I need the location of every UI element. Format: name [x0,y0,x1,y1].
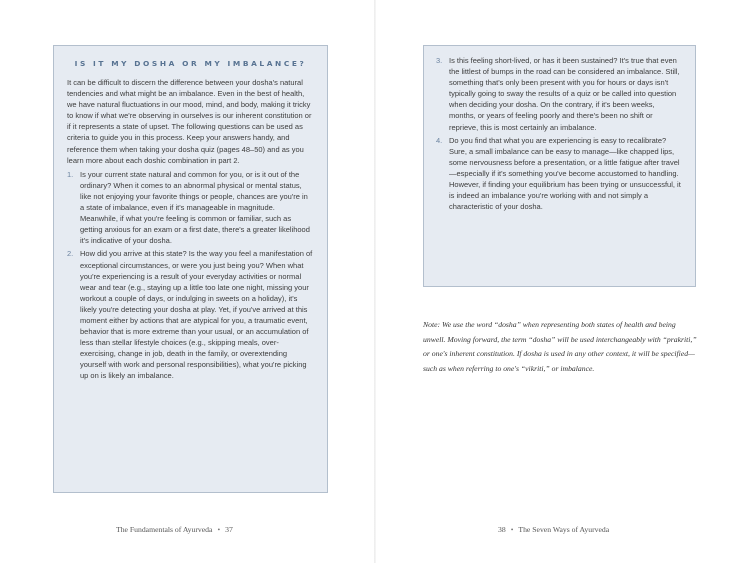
footer-separator: • [217,525,221,534]
question-text: Is your current state natural and common for you, or is it out of the ordinary? When it comes to an abnormal physical or mental status, like not enjoying your favorite things or people, chances are you're in a state of imbalance, even if it's manageable in magnitude. Meanwhile, if what you're feeling is common or familiar, such as getting anxious for an exam or a first date, there's a greater likelihood it's indicative of your dosha. [80,169,310,246]
sidebar-intro: It can be difficult to discern the difference between your dosha's natural tendencies and what might be an imbalance. Even in the best of health, we have natural fluctuations in our mood, mind, and body, making it tricky to know if what we're observing in ourselves is our inherent constitution or if it represents a state of upset. The following questions can be used as criteria to guide you in this process. Keep your answers handy, and reference them when taking your dosha quiz (pages 48–50) and as you learn more about each doshic combination in part 2. [67,78,312,165]
question-list-continued [436,55,683,212]
right-page-footer [498,525,609,534]
question-list [67,169,314,382]
page-number: 37 [225,525,233,534]
footer-section-title: The Seven Ways of Ayurveda [518,525,610,534]
question-item-3 [436,55,683,133]
dosha-imbalance-sidebar-continued [423,45,696,287]
dosha-imbalance-sidebar [53,45,328,493]
question-item-2 [67,248,314,381]
question-text: Do you find that what you are experiencing is easy to recalibrate? Sure, a small imbalance can be easy to manage—like chapped lips, some nervousness before a presentation, or a little fatigue after travel—especially if it's something you've become accustomed to handling. However, if finding your equilibrium has been trying or unsuccessful, it is indeed an imbalance you're working with and not simply a characteristic of your dosha. [449,135,681,212]
book-gutter [374,0,376,563]
question-number: 3. [436,56,443,65]
question-item-1 [67,169,314,247]
footer-separator: • [510,525,514,534]
question-number: 2. [67,249,74,259]
question-number: 1. [67,169,74,179]
question-item-4 [436,135,683,213]
sidebar-title: IS IT MY DOSHA OR MY IMBALANCE? [74,59,307,68]
dosha-terminology-note: Note: We use the word “dosha” when representing both states of health and being unwell. Moving forward, the term “dosha” will be used interchangeably with “prakriti,” or one's inherent constitution. If dosha is used in any other context, it will be specified—such as when referring to one's “vikriti,” or imbalance. [423,320,697,373]
footer-section-title: The Fundamentals of Ayurveda [116,525,213,534]
page-number: 38 [498,525,506,534]
question-text: Is this feeling short-lived, or has it been sustained? It's true that even the littlest of bumps in the road can be considered an imbalance. Still, something that's only been present with you for hours or days isn't typically going to sway the results of a quiz or be called into question when deciding your dosha. On the contrary, if it's been weeks, months, or years of feeling poorly and there's been no shift or reprieve, this is most certainly an imbalance. [449,56,680,132]
question-number: 4. [436,135,443,145]
left-page-footer [116,525,233,534]
question-text: How did you arrive at this state? Is the way you feel a manifestation of exceptional circumstances, or were you just being you? When what you're experiencing is a result of your everyday activities or normal wear and tear (e.g., staying up a little too late one night, missing your workout a couple of days, or indulging in sweets on a holiday), it's likely you're detecting your dosha at play. Yet, if you've arrived at this moment either by actions that are atypical for you, a traumatic event, behavior that is more extreme than your usual, or an accumulation of less than stellar lifestyle choices (e.g., skipping meals, over-exercising, change in job, death in the family, or overextending yourself with work and personal responsibilities), what you're picking up on is likely an imbalance. [80,249,313,381]
